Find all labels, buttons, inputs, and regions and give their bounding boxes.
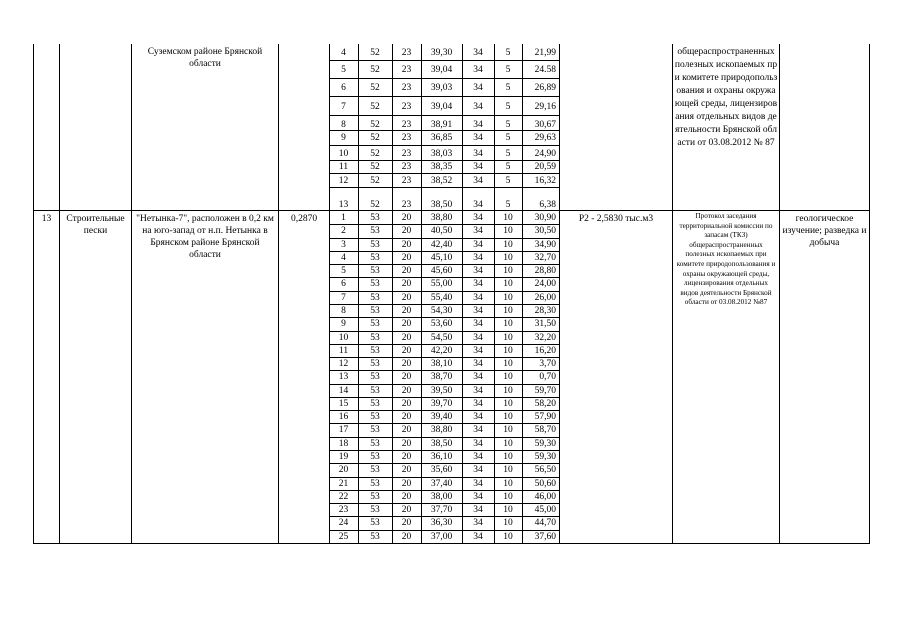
coordinate-cell: 20	[401, 346, 412, 356]
row-number: 13	[41, 214, 52, 224]
coordinate-cell: 29,63	[534, 133, 556, 143]
coordinate-cell: 20	[401, 452, 412, 462]
coordinate-cell: 10	[503, 359, 513, 369]
coordinate-cell: 52	[370, 120, 380, 130]
coordinate-cell: 38,10	[430, 359, 453, 369]
coordinate-row-line	[329, 490, 560, 491]
coordinate-row-line	[329, 96, 560, 97]
coordinate-cell: 5	[505, 65, 511, 75]
coordinate-cell: 39,50	[430, 386, 453, 396]
coordinate-cell: 10	[503, 293, 513, 303]
coordinate-cell: 52	[370, 48, 380, 58]
coordinate-cell: 26,89	[534, 83, 556, 93]
coordinate-row-line	[329, 238, 560, 239]
coordinate-cell: 10	[503, 346, 513, 356]
coordinate-cell: 34	[473, 479, 483, 489]
coordinate-cell: 5	[505, 102, 511, 112]
top-protocol-text: общераспространенных полезных ископаемых при комитете природопользования и охраны окружающей среды, лицензирования отдельных видов деятельности Брянской области от 03.08.2012 № 87	[674, 47, 778, 148]
coordinate-cell: 39,04	[430, 65, 453, 75]
coordinate-cell: 38,03	[430, 149, 453, 159]
coordinate-row-line	[329, 397, 560, 398]
coordinate-cell: 20	[401, 505, 412, 515]
coordinate-cell: 34	[473, 518, 483, 528]
coordinate-row-line	[329, 437, 560, 438]
coordinate-row-line	[329, 173, 560, 174]
coordinate-cell: 34	[473, 149, 483, 159]
coordinate-cell: 4	[341, 48, 346, 58]
coordinate-cell: 17	[338, 425, 349, 435]
coordinate-cell: 10	[503, 532, 513, 542]
coordinate-cell: 23	[401, 120, 412, 130]
coordinate-cell: 10	[503, 253, 513, 263]
coordinate-cell: 23	[338, 505, 349, 515]
coordinate-row-line	[329, 291, 560, 292]
coordinate-cell: 35,60	[430, 465, 453, 475]
coordinate-row-line	[329, 423, 560, 424]
purpose-text: геологическое изучение; разведка и добыча	[782, 214, 867, 248]
coordinate-cell: 34	[473, 439, 483, 449]
coordinate-cell: 52	[370, 83, 380, 93]
coordinate-cell: 53	[370, 293, 380, 303]
coordinate-cell: 53	[370, 465, 380, 475]
coordinate-cell: 20	[401, 266, 412, 276]
coordinate-cell: 10	[503, 479, 513, 489]
coordinate-cell: 34	[473, 425, 483, 435]
coordinate-cell: 53	[370, 386, 380, 396]
coordinate-cell: 5	[505, 120, 511, 130]
coordinate-cell: 7	[341, 293, 346, 303]
protocol-text: Протокол заседания территориальной комиссии по запасам (ТКЗ) общераспространенных полезных ископаемых при комитете природопользования и охраны окружающей среды, лицензирования отдельных видов деятельности Брянской области от 03.08.2012 №87	[676, 212, 776, 307]
coordinate-cell: 53	[370, 412, 380, 422]
coordinate-cell: 53	[370, 266, 380, 276]
coordinate-cell: 8	[341, 120, 346, 130]
coordinate-cell: 5	[505, 133, 511, 143]
table-border	[869, 44, 870, 544]
mineral-type: Строительные пески	[66, 214, 125, 236]
coordinate-cell: 54,30	[430, 306, 453, 316]
site-name-location: "Нетынка-7", расположен в 0,2 км на юго-запад от н.п. Нетынка в Брянском районе Брянской области	[136, 214, 274, 260]
coordinate-cell: 34	[473, 412, 483, 422]
coordinate-cell: 20	[401, 386, 412, 396]
coordinate-cell: 20	[401, 372, 412, 382]
coordinate-cell: 24.58	[534, 65, 556, 75]
coordinate-cell: 5	[505, 48, 511, 58]
coordinate-cell: 20	[401, 465, 412, 475]
coordinate-cell: 23	[401, 176, 412, 186]
coordinate-cell: 20	[401, 253, 412, 263]
coordinate-cell: 20	[338, 465, 349, 475]
coordinate-cell: 34	[473, 253, 483, 263]
coordinate-cell: 45,00	[534, 505, 556, 515]
coordinate-cell: 38,80	[430, 425, 453, 435]
coordinate-cell: 5	[505, 83, 511, 93]
coordinate-cell: 57,90	[534, 412, 556, 422]
coordinate-cell: 5	[505, 176, 511, 186]
coordinate-cell: 16,20	[534, 346, 556, 356]
coordinate-cell: 39,30	[430, 48, 453, 58]
coordinate-cell: 14	[338, 386, 349, 396]
coordinate-cell: 53	[370, 399, 380, 409]
coordinate-cell: 55,40	[430, 293, 453, 303]
coordinate-cell: 53	[370, 505, 380, 515]
coordinate-cell: 10	[503, 412, 513, 422]
coordinate-cell: 34	[473, 213, 483, 223]
coordinate-row-line	[329, 130, 560, 131]
coordinate-cell: 24,90	[534, 149, 556, 159]
coordinate-cell: 34,90	[534, 240, 556, 250]
coordinate-row-line	[329, 410, 560, 411]
coordinate-cell: 36,10	[430, 452, 453, 462]
coordinate-cell: 29,16	[534, 102, 556, 112]
coordinate-cell: 10	[503, 439, 513, 449]
coordinate-cell: 21,99	[534, 48, 556, 58]
coordinate-row-line	[329, 344, 560, 345]
coordinate-cell: 39,03	[430, 83, 453, 93]
coordinate-cell: 34	[473, 346, 483, 356]
coordinate-cell: 12	[338, 359, 349, 369]
table-border	[33, 44, 34, 544]
coordinate-cell: 34	[473, 505, 483, 515]
coordinate-cell: 34	[473, 133, 483, 143]
coordinate-cell: 34	[473, 319, 483, 329]
coordinate-cell: 53	[370, 240, 380, 250]
coordinate-cell: 20	[401, 240, 412, 250]
coordinate-cell: 38,50	[430, 200, 453, 210]
coordinate-cell: 10	[503, 386, 513, 396]
coordinate-cell: 54,50	[430, 333, 453, 343]
coordinate-cell: 53	[370, 333, 380, 343]
coordinate-cell: 32,70	[534, 253, 556, 263]
coordinate-cell: 38,50	[430, 439, 453, 449]
coordinate-cell: 52	[370, 133, 380, 143]
coordinate-cell: 38,91	[430, 120, 453, 130]
coordinate-row-line	[329, 277, 560, 278]
coordinate-cell: 53	[370, 359, 380, 369]
coordinate-cell: 31,50	[534, 319, 556, 329]
coordinate-cell: 0,70	[539, 372, 556, 382]
coordinate-cell: 23	[401, 65, 412, 75]
coordinate-cell: 6	[341, 83, 346, 93]
coordinate-cell: 5	[505, 149, 511, 159]
coordinate-cell: 34	[473, 333, 483, 343]
coordinate-cell: 58,20	[534, 399, 556, 409]
coordinate-row-line	[329, 304, 560, 305]
coordinate-cell: 30,90	[534, 213, 556, 223]
coordinate-cell: 38,52	[430, 176, 453, 186]
coordinate-cell: 10	[503, 505, 513, 515]
coordinate-cell: 23	[401, 162, 412, 172]
coordinate-cell: 9	[341, 133, 346, 143]
coordinate-row-line	[329, 78, 560, 79]
coordinate-row-line	[329, 317, 560, 318]
coordinate-cell: 23	[401, 48, 412, 58]
coordinate-cell: 52	[370, 149, 380, 159]
coordinate-cell: 37,60	[534, 532, 556, 542]
coordinate-cell: 18	[338, 439, 349, 449]
coordinate-cell: 13	[338, 200, 349, 210]
coordinate-cell: 38,70	[430, 372, 453, 382]
coordinate-cell: 50,60	[534, 479, 556, 489]
coordinate-cell: 30,67	[534, 120, 556, 130]
coordinate-cell: 53	[370, 452, 380, 462]
coordinate-cell: 10	[503, 425, 513, 435]
coordinate-cell: 53	[370, 479, 380, 489]
coordinate-cell: 58,70	[534, 425, 556, 435]
coordinate-cell: 53	[370, 253, 380, 263]
coordinate-cell: 10	[503, 518, 513, 528]
coordinate-cell: 45,60	[430, 266, 453, 276]
coordinate-cell: 53	[370, 346, 380, 356]
table-border	[278, 44, 279, 544]
coordinate-cell: 32,20	[534, 333, 556, 343]
coordinate-cell: 34	[473, 452, 483, 462]
coordinate-cell: 36,30	[430, 518, 453, 528]
coordinate-row-line	[329, 187, 560, 188]
coordinate-cell: 59,30	[534, 452, 556, 462]
coordinate-cell: 37,70	[430, 505, 453, 515]
coordinate-cell: 7	[341, 102, 346, 112]
coordinate-cell: 20	[401, 479, 412, 489]
table-border	[131, 44, 132, 544]
coordinate-cell: 20	[401, 412, 412, 422]
coordinate-cell: 39,40	[430, 412, 453, 422]
coordinate-cell: 24	[338, 518, 349, 528]
coordinate-cell: 11	[338, 162, 349, 172]
coordinate-cell: 20	[401, 425, 412, 435]
coordinate-cell: 34	[473, 372, 483, 382]
coordinate-cell: 21	[338, 479, 349, 489]
coordinate-cell: 10	[503, 465, 513, 475]
coordinate-cell: 53	[370, 279, 380, 289]
table-border	[559, 44, 560, 544]
coordinate-cell: 10	[503, 492, 513, 502]
coordinate-cell: 10	[338, 333, 349, 343]
coordinate-cell: 20	[401, 399, 412, 409]
coordinate-cell: 34	[473, 492, 483, 502]
coordinate-row-line	[329, 450, 560, 451]
coordinate-cell: 5	[341, 65, 346, 75]
coordinate-cell: 1	[341, 213, 346, 223]
coordinate-cell: 34	[473, 48, 483, 58]
coordinate-cell: 38,35	[430, 162, 453, 172]
coordinate-cell: 10	[503, 266, 513, 276]
coordinate-cell: 20	[401, 532, 412, 542]
table-border	[779, 44, 780, 544]
coordinate-cell: 5	[505, 162, 511, 172]
coordinate-cell: 10	[503, 319, 513, 329]
coordinate-cell: 39,04	[430, 102, 453, 112]
coordinate-cell: 34	[473, 386, 483, 396]
coordinate-cell: 55,00	[430, 279, 453, 289]
coordinate-cell: 42,40	[430, 240, 453, 250]
coordinate-cell: 44,70	[534, 518, 556, 528]
top-location-text: Суземском районе Брянской области	[147, 47, 263, 69]
coordinate-cell: 39,70	[430, 399, 453, 409]
coordinate-cell: 16,32	[534, 176, 556, 186]
coordinate-cell: 20	[401, 279, 412, 289]
coordinate-cell: 34	[473, 176, 483, 186]
coordinate-cell: 20	[401, 333, 412, 343]
coordinate-cell: 53,60	[430, 319, 453, 329]
coordinate-row-line	[329, 60, 560, 61]
coordinate-cell: 53	[370, 306, 380, 316]
coordinate-cell: 34	[473, 120, 483, 130]
coordinate-cell: 20	[401, 439, 412, 449]
coordinate-cell: 52	[370, 200, 380, 210]
coordinate-cell: 40,50	[430, 226, 453, 236]
coordinate-row-line	[329, 264, 560, 265]
coordinate-cell: 5	[505, 200, 511, 210]
coordinate-cell: 34	[473, 293, 483, 303]
area-value: 0,2870	[290, 214, 318, 224]
coordinate-cell: 20	[401, 213, 412, 223]
coordinate-cell: 2	[341, 226, 346, 236]
coordinate-cell: 23	[401, 200, 412, 210]
coordinate-cell: 3	[341, 240, 346, 250]
coordinate-row-line	[329, 477, 560, 478]
coordinate-row-line	[329, 251, 560, 252]
coordinate-row-line	[329, 224, 560, 225]
coordinate-row-line	[329, 384, 560, 385]
coordinate-cell: 53	[370, 372, 380, 382]
coordinate-cell: 20	[401, 319, 412, 329]
coordinate-row-line	[329, 160, 560, 161]
coordinate-cell: 20	[401, 293, 412, 303]
coordinate-cell: 37,00	[430, 532, 453, 542]
coordinate-cell: 52	[370, 162, 380, 172]
coordinate-cell: 5	[341, 266, 346, 276]
coordinate-cell: 10	[503, 213, 513, 223]
coordinate-cell: 37,40	[430, 479, 453, 489]
coordinate-cell: 6	[341, 279, 346, 289]
coordinate-cell: 34	[473, 240, 483, 250]
coordinate-row-line	[329, 331, 560, 332]
coordinate-cell: 10	[338, 149, 349, 159]
coordinate-cell: 20	[401, 359, 412, 369]
coordinate-cell: 13	[338, 372, 349, 382]
coordinate-cell: 15	[338, 399, 349, 409]
coordinate-cell: 59,70	[534, 386, 556, 396]
coordinate-cell: 53	[370, 439, 380, 449]
table-bottom-border	[33, 543, 870, 544]
coordinate-cell: 16	[338, 412, 349, 422]
coordinate-cell: 52	[370, 65, 380, 75]
coordinate-cell: 53	[370, 213, 380, 223]
coordinate-cell: 34	[473, 532, 483, 542]
coordinate-cell: 53	[370, 518, 380, 528]
coordinate-cell: 52	[370, 176, 380, 186]
coordinate-cell: 34	[473, 102, 483, 112]
coordinate-row-line	[329, 503, 560, 504]
coordinate-cell: 10	[503, 372, 513, 382]
coordinate-cell: 23	[401, 102, 412, 112]
coordinate-cell: 59,30	[534, 439, 556, 449]
table-border	[59, 44, 60, 544]
table-border	[672, 44, 673, 544]
coordinate-cell: 9	[341, 319, 346, 329]
coordinate-cell: 34	[473, 399, 483, 409]
coordinate-cell: 34	[473, 266, 483, 276]
coordinate-cell: 53	[370, 425, 380, 435]
reserves-value: Р2 - 2,5830 тыс.м3	[578, 214, 654, 224]
coordinate-cell: 45,10	[430, 253, 453, 263]
coordinate-cell: 56,50	[534, 465, 556, 475]
coordinate-cell: 46,00	[534, 492, 556, 502]
coordinate-cell: 23	[401, 149, 412, 159]
coordinate-cell: 34	[473, 162, 483, 172]
coordinate-cell: 36,85	[430, 133, 453, 143]
coordinate-cell: 10	[503, 279, 513, 289]
coordinate-cell: 10	[503, 240, 513, 250]
coordinate-cell: 34	[473, 279, 483, 289]
coordinate-cell: 53	[370, 532, 380, 542]
coordinate-cell: 19	[338, 452, 349, 462]
coordinate-cell: 20	[401, 492, 412, 502]
coordinate-cell: 53	[370, 492, 380, 502]
coordinate-row-line	[329, 370, 560, 371]
coordinate-cell: 24,00	[534, 279, 556, 289]
coordinate-cell: 20	[401, 518, 412, 528]
coordinate-row-line	[329, 145, 560, 146]
coordinate-cell: 23	[401, 133, 412, 143]
coordinate-cell: 53	[370, 319, 380, 329]
coordinate-cell: 34	[473, 306, 483, 316]
coordinate-cell: 4	[341, 253, 346, 263]
coordinate-cell: 11	[338, 346, 349, 356]
coordinate-cell: 6,38	[539, 200, 556, 210]
coordinate-cell: 42,20	[430, 346, 453, 356]
coordinate-cell: 26,00	[534, 293, 556, 303]
coordinate-row-line	[329, 516, 560, 517]
coordinate-cell: 20	[401, 306, 412, 316]
coordinate-cell: 20	[401, 226, 412, 236]
coordinate-cell: 10	[503, 333, 513, 343]
coordinate-row-line	[329, 115, 560, 116]
coordinate-cell: 23	[401, 83, 412, 93]
coordinate-cell: 3,70	[539, 359, 556, 369]
coordinate-cell: 10	[503, 399, 513, 409]
coordinate-cell: 30,50	[534, 226, 556, 236]
coordinate-cell: 8	[341, 306, 346, 316]
coordinate-cell: 38,80	[430, 213, 453, 223]
coordinate-cell: 34	[473, 359, 483, 369]
coordinate-cell: 10	[503, 452, 513, 462]
coordinate-row-line	[329, 463, 560, 464]
coordinate-cell: 10	[503, 306, 513, 316]
coordinate-cell: 38,00	[430, 492, 453, 502]
coordinate-cell: 34	[473, 465, 483, 475]
coordinate-cell: 10	[503, 226, 513, 236]
coordinate-row-line	[329, 357, 560, 358]
coordinate-cell: 12	[338, 176, 349, 186]
coordinate-cell: 25	[338, 532, 349, 542]
coordinate-cell: 34	[473, 200, 483, 210]
coordinate-row-line	[329, 530, 560, 531]
coordinate-cell: 28,80	[534, 266, 556, 276]
coordinate-cell: 28,30	[534, 306, 556, 316]
coordinate-cell: 22	[338, 492, 349, 502]
coordinate-cell: 53	[370, 226, 380, 236]
coordinate-cell: 52	[370, 102, 380, 112]
coordinate-cell: 34	[473, 226, 483, 236]
coordinate-cell: 20,59	[534, 162, 556, 172]
coordinate-cell: 34	[473, 83, 483, 93]
coordinate-cell: 34	[473, 65, 483, 75]
